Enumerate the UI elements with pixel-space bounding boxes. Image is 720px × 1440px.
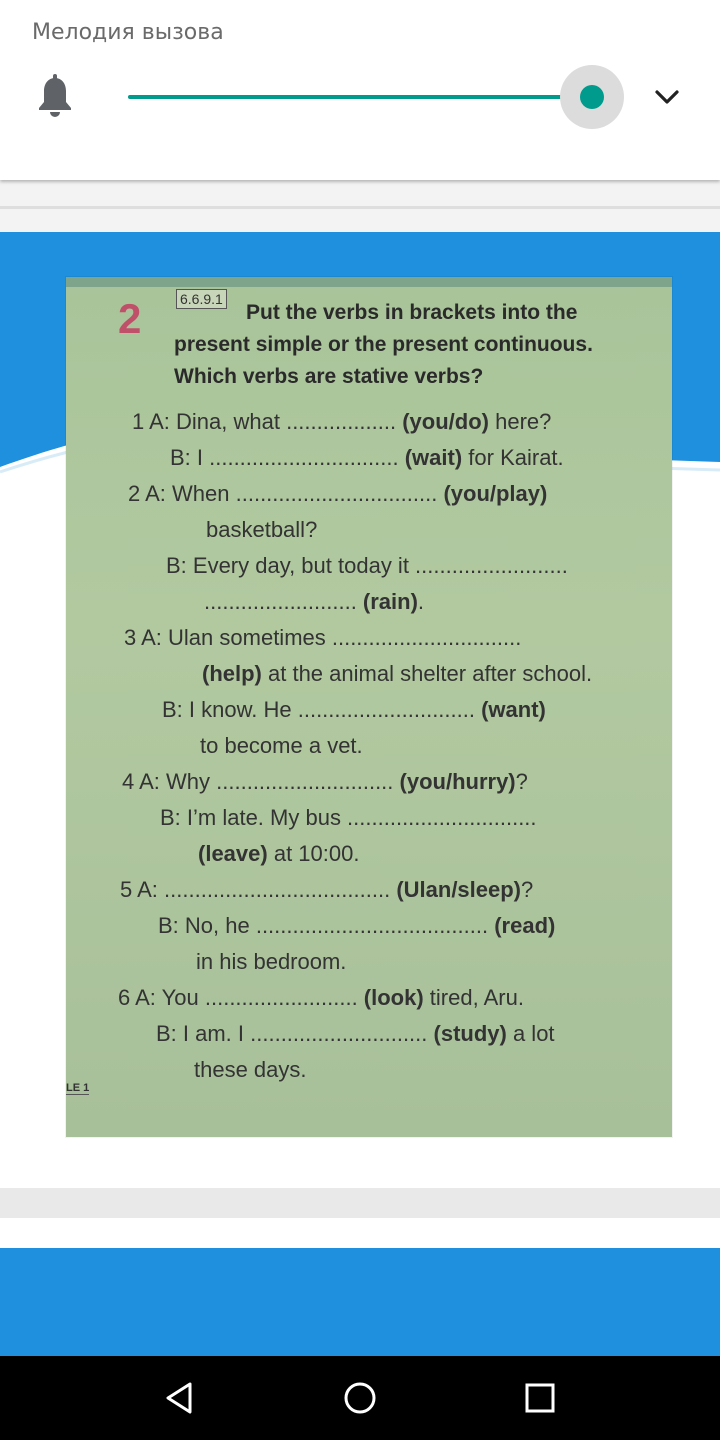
next-card[interactable] bbox=[0, 1248, 720, 1356]
exercise-line: 6 A: You ......................... (look) tired, Aru. bbox=[118, 985, 524, 1010]
exercise-line: 3 A: Ulan sometimes ............................... bbox=[124, 625, 522, 650]
volume-slider-thumb[interactable] bbox=[580, 85, 604, 109]
exercise-line: ......................... (rain). bbox=[204, 589, 425, 614]
instruction-line-3: Which verbs are stative verbs? bbox=[174, 365, 484, 388]
exercise-line: 4 A: Why ............................. (you/hurry)? bbox=[122, 769, 528, 794]
exercise-line: B: I ............................... (wait) for Kairat. bbox=[170, 445, 564, 470]
divider bbox=[0, 206, 720, 209]
exercise-line: to become a vet. bbox=[200, 733, 363, 758]
bell-icon[interactable] bbox=[36, 74, 74, 120]
exercise-number: 2 bbox=[118, 295, 142, 342]
exercise-line: (help) at the animal shelter after school. bbox=[202, 661, 593, 686]
volume-stream-title: Мелодия вызова bbox=[32, 20, 224, 45]
chevron-down-icon[interactable] bbox=[652, 84, 682, 110]
exercise-line: B: No, he ...................................... (read) bbox=[158, 913, 556, 938]
exercise-line: 2 A: When ................................. (you/play) bbox=[128, 481, 548, 506]
separator bbox=[0, 1188, 720, 1218]
volume-slider[interactable] bbox=[128, 62, 624, 132]
exercise-instruction bbox=[174, 297, 644, 393]
back-triangle-icon[interactable] bbox=[158, 1376, 202, 1420]
textbook-photo[interactable] bbox=[66, 277, 672, 1137]
exercise-line: (leave) at 10:00. bbox=[198, 841, 360, 866]
separator bbox=[0, 1218, 720, 1248]
instruction-line-1: Put the verbs in brackets into the bbox=[246, 301, 578, 324]
exercise-line: 1 A: Dina, what .................. (you/do) here? bbox=[132, 409, 552, 434]
volume-panel bbox=[0, 0, 720, 180]
photo-edge bbox=[66, 277, 672, 287]
exercise-line: 5 A: ..................................... (Ulan/sleep)? bbox=[120, 877, 534, 902]
exercise-line: basketball? bbox=[206, 517, 318, 542]
home-circle-icon[interactable] bbox=[338, 1376, 382, 1420]
recents-square-icon[interactable] bbox=[518, 1376, 562, 1420]
exercise-line: B: Every day, but today it ......................... bbox=[166, 553, 568, 578]
exercise-code: 6.6.9.1 bbox=[176, 289, 227, 309]
exercise-line: these days. bbox=[194, 1057, 307, 1082]
exercise-line: B: I am. I ............................. (study) a lot bbox=[156, 1021, 555, 1046]
exercise-line: in his bedroom. bbox=[196, 949, 347, 974]
attachment-card[interactable] bbox=[0, 232, 720, 1188]
volume-slider-track bbox=[128, 95, 592, 99]
page-side-tag: LE 1 bbox=[66, 1082, 90, 1094]
instruction-line-2: present simple or the present continuous. bbox=[174, 333, 593, 356]
system-navigation-bar bbox=[0, 1356, 720, 1440]
exercise-line: B: I know. He ............................. (want) bbox=[162, 697, 546, 722]
exercise-line: B: I’m late. My bus ............................... bbox=[160, 805, 537, 830]
